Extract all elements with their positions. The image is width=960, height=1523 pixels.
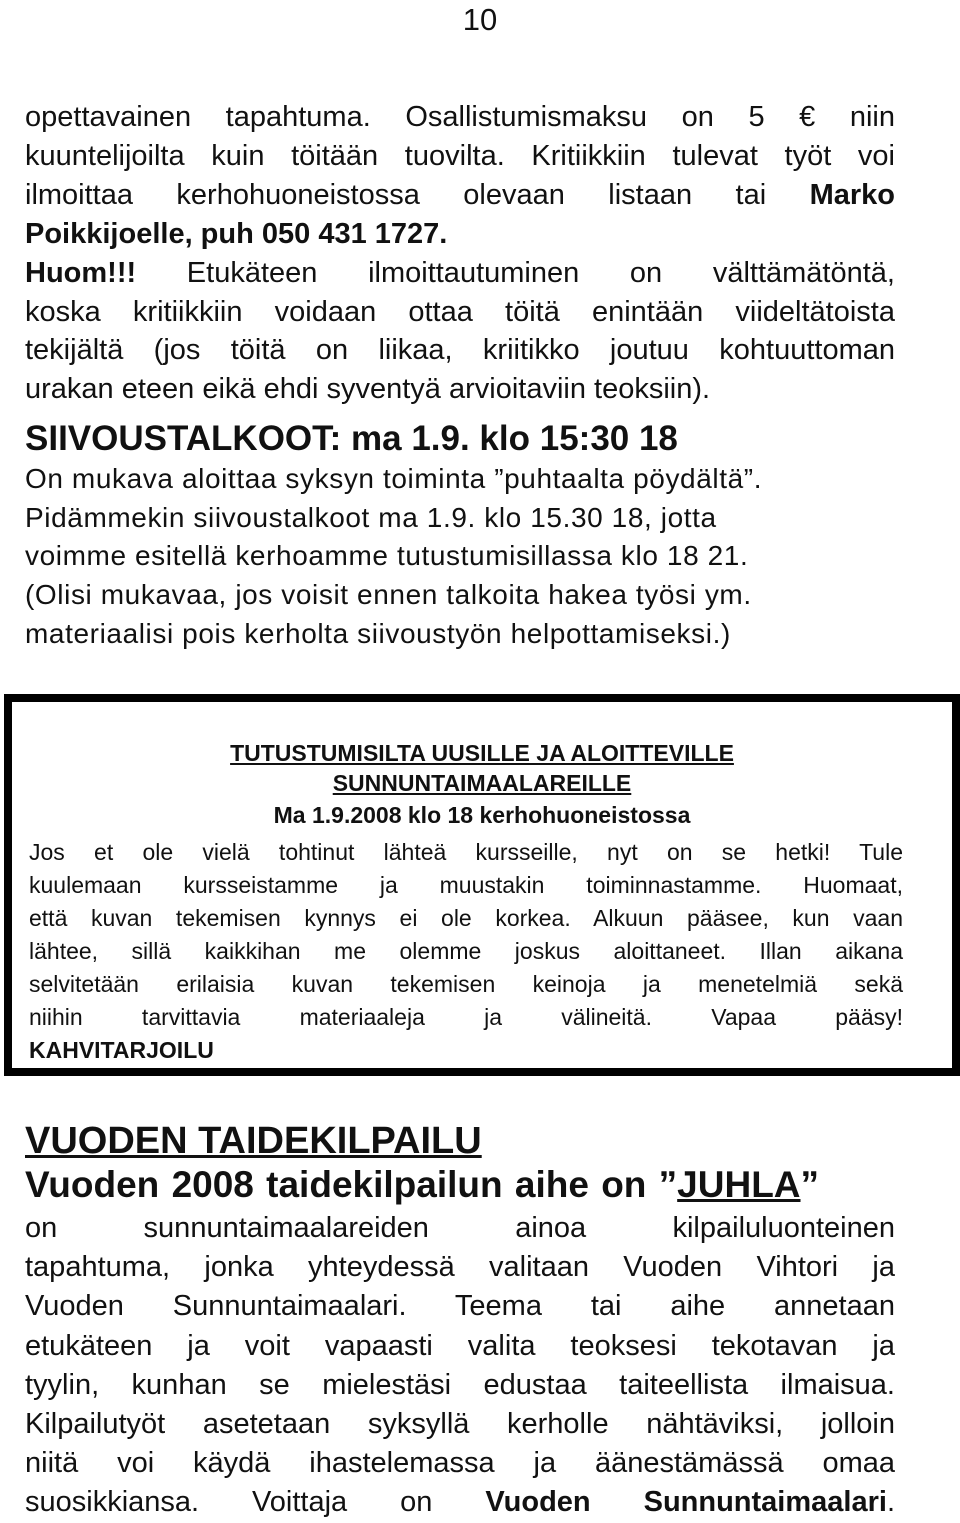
contest-line: Vuoden Sunnuntaimaalari. Teema tai aihe annetaan [25, 1290, 895, 1323]
note-label: Huom!!! [25, 256, 137, 289]
event-announcement-box [4, 694, 960, 1076]
intro-line: opettavainen tapahtuma. Osallistumismaksu on 5 € niin [25, 101, 895, 133]
page-number: 10 [462, 2, 498, 37]
note-line: urakan eteen eikä ehdi syventyä arvioitaviin teoksiin). [25, 373, 711, 406]
contest-body [25, 1209, 895, 1523]
contest-sub-suffix: ” [800, 1164, 820, 1205]
event-body-line: niihin tarvittavia materiaaleja ja välineitä. Vapaa pääsy! [29, 1004, 903, 1030]
event-coffee [29, 1034, 903, 1067]
contest-line: niitä voi käydä ihastelemassa ja äänestämässä omaa [25, 1447, 895, 1480]
contest-theme: JUHLA [677, 1164, 801, 1205]
contest-line: Kilpailutyöt asetetaan syksyllä kerholle nähtäviksi, jolloin [25, 1408, 895, 1441]
last-line-suffix: . [886, 1486, 895, 1519]
event-date: Ma 1.9.2008 klo 18 kerhohuoneistossa [273, 802, 691, 828]
contest-line: on sunnuntaimaalareiden ainoa kilpailuluonteinen [25, 1212, 895, 1244]
cleanup-line: materiaalisi pois kerholta siivoustyön helpottamiseksi.) [25, 617, 731, 649]
winner-title: Vuoden Sunnuntaimaalari [485, 1486, 887, 1519]
cleanup-line: voimme esitellä kerhoamme tutustumisillassa klo 18 21. [25, 540, 749, 572]
event-body [29, 836, 903, 1067]
contest-last-line [25, 1483, 895, 1522]
note-line [25, 254, 895, 293]
cleanup-body [25, 460, 895, 654]
cleanup-line: On mukava aloittaa syksyn toiminta ”puhtaalta pöydältä”. [25, 463, 763, 494]
coffee-text: KAHVITARJOILU [29, 1037, 214, 1063]
event-body-line: selvitetään erilaisia kuvan tekemisen keinoja ja menetelmiä sekä [29, 971, 903, 997]
event-body-line: kuulemaan kursseistamme ja muustakin toiminnastamme. Huomaat, [29, 872, 903, 898]
intro-section [25, 98, 895, 409]
intro-line: kuuntelijoilta kuin töitään tuovilta. Kritiikkiin tulevat työt voi [25, 139, 895, 172]
note-text: Etukäteen ilmoittautuminen on välttämätöntä, [136, 256, 895, 289]
event-body-line: Jos et ole vielä tohtinut lähteä kursseille, nyt on se hetki! Tule [29, 839, 903, 865]
event-title-line2: SUNNUNTAIMAALAREILLE [332, 770, 632, 796]
event-body-line: että kuvan tekemisen kynnys ei ole korkea. Alkuun pääsee, kun vaan [29, 905, 903, 931]
intro-line [25, 176, 895, 215]
last-line-prefix: suosikkiansa. Voittaja on [25, 1486, 486, 1519]
intro-line-text: ilmoittaa kerhohuoneistossa olevaan listaan tai [25, 178, 767, 211]
contest-line: tyylin, kunhan se mielestäsi edustaa taiteellista ilmaisua. [25, 1368, 895, 1401]
contest-line: tapahtuma, jonka yhteydessä valitaan Vuoden Vihtori ja [25, 1251, 895, 1284]
contest-subheading [25, 1162, 819, 1208]
cleanup-heading: SIIVOUSTALKOOT: ma 1.9. klo 15:30 18 [25, 419, 678, 458]
contest-sub-prefix: Vuoden 2008 taidekilpailun aihe on ” [25, 1164, 678, 1205]
contest-line: etukäteen ja voit vapaasti valita teoksesi tekotavan ja [25, 1329, 895, 1362]
event-title-line1: TUTUSTUMISILTA UUSILLE JA ALOITTEVILLE [230, 740, 734, 766]
contact-line-text: Poikkijoelle, puh 050 431 1727. [25, 217, 448, 250]
note-line: tekijältä (jos töitä on liikaa, kriitikko joutuu kohtuuttoman [25, 334, 895, 367]
cleanup-line: (Olisi mukavaa, jos voisit ennen talkoita hakea työsi ym. [25, 579, 752, 611]
contact-name: Marko [809, 178, 895, 211]
note-line: koska kritiikkiin voidaan ottaa töitä enintään viideltätoista [25, 295, 895, 328]
cleanup-line: Pidämmekin siivoustalkoot ma 1.9. klo 15.30 18, jotta [25, 501, 717, 533]
contest-heading: VUODEN TAIDEKILPAILU [25, 1120, 482, 1162]
event-body-line: lähtee, sillä kaikkihan me olemme joskus aloittaneet. Illan aikana [29, 938, 903, 964]
contact-line [25, 215, 895, 254]
